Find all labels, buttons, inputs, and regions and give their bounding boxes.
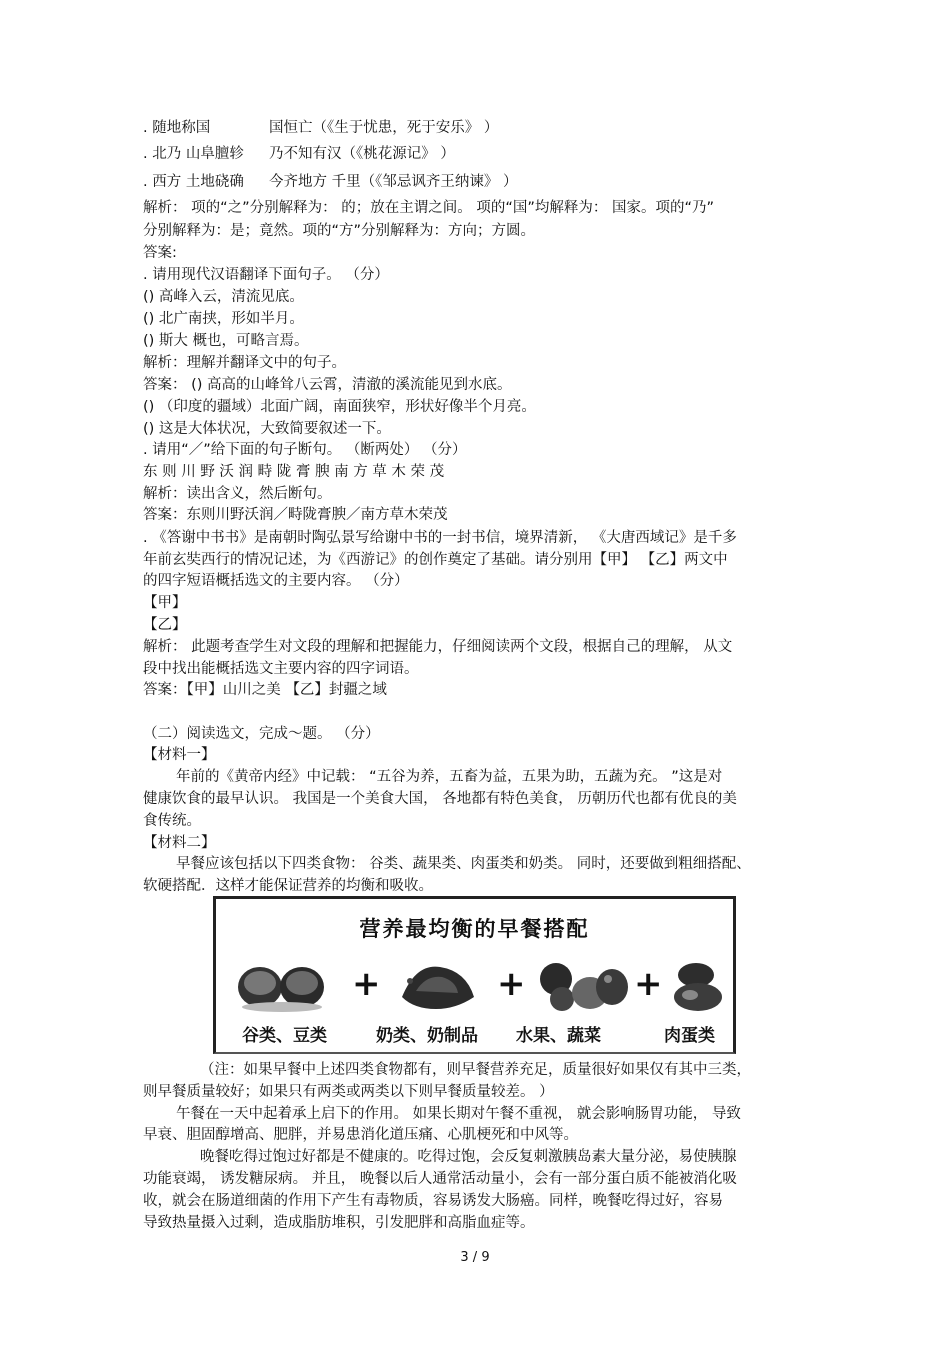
figure-title: 营养最均衡的早餐搭配: [359, 917, 590, 941]
food-label: 奶类、奶制品: [376, 1026, 478, 1046]
text-line: 早餐应该包括以下四类食物： 谷类、蔬果类、肉蛋类和奶类。 同时，还要做到粗细搭配、: [176, 856, 751, 872]
text-line: 功能衰竭， 诱发糖尿病。 并且， 晚餐以后人通常活动量小，会有一部分蛋白质不能被消化吸: [143, 1171, 737, 1187]
question-line: . 请用“／”给下面的句子断句。 （断两处） （分）: [143, 442, 467, 458]
text-line: 段中找出能概括选文主要内容的四字词语。: [143, 661, 419, 677]
breakfast-figure: [213, 896, 736, 1054]
text-line: 答案：【甲】山川之美 【乙】封疆之域: [143, 682, 387, 698]
line-segment: . 西方 土地硗确: [143, 174, 244, 190]
text-line: () 这是大体状况，大致简要叙述一下。: [143, 421, 391, 437]
text-line: 食传统。: [143, 813, 201, 829]
question-line: . 《答谢中书书》是南朝时陶弘景写给谢中书的一封书信，境界清新， 《大唐西域记》是千多: [143, 530, 737, 546]
meat-egg-icon: [668, 957, 728, 1015]
text-line: 【乙】: [143, 617, 187, 633]
plus-sign: +: [352, 964, 381, 1004]
text-line: 解析： 项的“之”分别解释为： 的；放在主谓之间。 项的“国”均解释为： 国家。项的“乃”: [143, 200, 715, 216]
text-line: () 北广南挟，形如半月。: [143, 311, 304, 327]
page-number: 3 / 9: [460, 1250, 490, 1265]
note-line: 则早餐质量较好；如果只有两类或两类以下则早餐质量较差。 ）: [143, 1084, 554, 1100]
text-line: 解析： 此题考查学生对文段的理解和把握能力，仔细阅读两个文段，根据自己的理解， 从文: [143, 639, 733, 655]
text-line: () （印度的疆域）北面广阔，南面狭窄，形状好像半个月亮。: [143, 399, 536, 415]
plus-sign: +: [497, 964, 526, 1004]
text-line: 年前玄奘西行的情况记述，为《西游记》的创作奠定了基础。请分别用【甲】 【乙】两文中: [143, 552, 728, 568]
grain-bowl-icon: [236, 957, 328, 1015]
text-line: 午餐在一天中起着承上启下的作用。 如果长期对午餐不重视， 就会影响肠胃功能， 导致: [176, 1106, 741, 1122]
text-line: 【材料二】: [143, 835, 216, 851]
text-line: 健康饮食的最早认识。 我国是一个美食大国， 各地都有特色美食， 历朝历代也都有优良的美: [143, 791, 737, 807]
text-line: 晚餐吃得过饱过好都是不健康的。吃得过饱，会反复刺激胰岛素大量分泌，易使胰腺: [200, 1149, 737, 1165]
text-line: 解析：读出含义，然后断句。: [143, 486, 332, 502]
plus-sign: +: [634, 964, 663, 1004]
text-line: 答案：东则川野沃润／畤陇膏腴／南方草木荣茂: [143, 507, 448, 523]
text-line: 【材料一】: [143, 747, 216, 763]
note-line: （注：如果早餐中上述四类食物都有，则早餐营养充足，质量很好如果仅有其中三类，: [200, 1062, 751, 1078]
text-line: 答案:: [143, 245, 177, 261]
line-segment: 乃不知有汉（《桃花源记》 ）: [269, 146, 455, 162]
text-line: 【甲】: [143, 595, 187, 611]
text-line: 答案： () 高高的山峰耸八云霄，清澈的溪流能见到水底。: [143, 377, 512, 393]
text-line: 分别解释为：是；竟然。项的“方”分别解释为：方向；方圆。: [143, 223, 536, 239]
text-line: 东 则 川 野 沃 润 畤 陇 膏 腴 南 方 草 木 荣 茂: [143, 464, 445, 480]
text-line: 年前的《黄帝内经》中记载： “五谷为养，五畜为益，五果为助，五蔬为充。 ”这是对: [176, 769, 723, 785]
line-segment: . 随地称国: [143, 120, 211, 136]
text-line: 导致热量摄入过剩，造成脂肪堆积，引发肥胖和高脂血症等。: [143, 1215, 535, 1231]
text-line: 收，就会在肠道细菌的作用下产生有毒物质，容易诱发大肠癌。同样，晚餐吃得过好，容易: [143, 1193, 723, 1209]
text-line: () 高峰入云，清流见底。: [143, 289, 304, 305]
milk-icon: [396, 957, 480, 1015]
line-segment: 今齐地方 千里（《邹忌讽齐王纳谏》 ）: [269, 174, 518, 190]
food-label: 谷类、豆类: [242, 1026, 327, 1046]
fruit-vegetable-icon: [534, 957, 630, 1015]
text-line: 早衰、胆固醇增高、肥胖，并易患消化道压痛、心肌梗死和中风等。: [143, 1127, 578, 1143]
text-line: 软硬搭配．这样才能保证营养的均衡和吸收。: [143, 878, 433, 894]
question-line: . 请用现代汉语翻译下面句子。 （分）: [143, 267, 389, 283]
line-segment: . 北乃 山阜膻轸: [143, 146, 244, 162]
text-line: 的四字短语概括选文的主要内容。 （分）: [143, 573, 409, 589]
line-segment: 国恒亡（《生于忧患，死于安乐》 ）: [269, 120, 499, 136]
food-label: 水果、蔬菜: [516, 1026, 601, 1046]
text-line: 解析：理解并翻译文中的句子。: [143, 355, 346, 371]
section-heading: （二）阅读选文，完成～题。 （分）: [143, 726, 380, 742]
text-line: () 斯大 概也，可略言焉。: [143, 333, 309, 349]
food-label: 肉蛋类: [664, 1026, 715, 1046]
